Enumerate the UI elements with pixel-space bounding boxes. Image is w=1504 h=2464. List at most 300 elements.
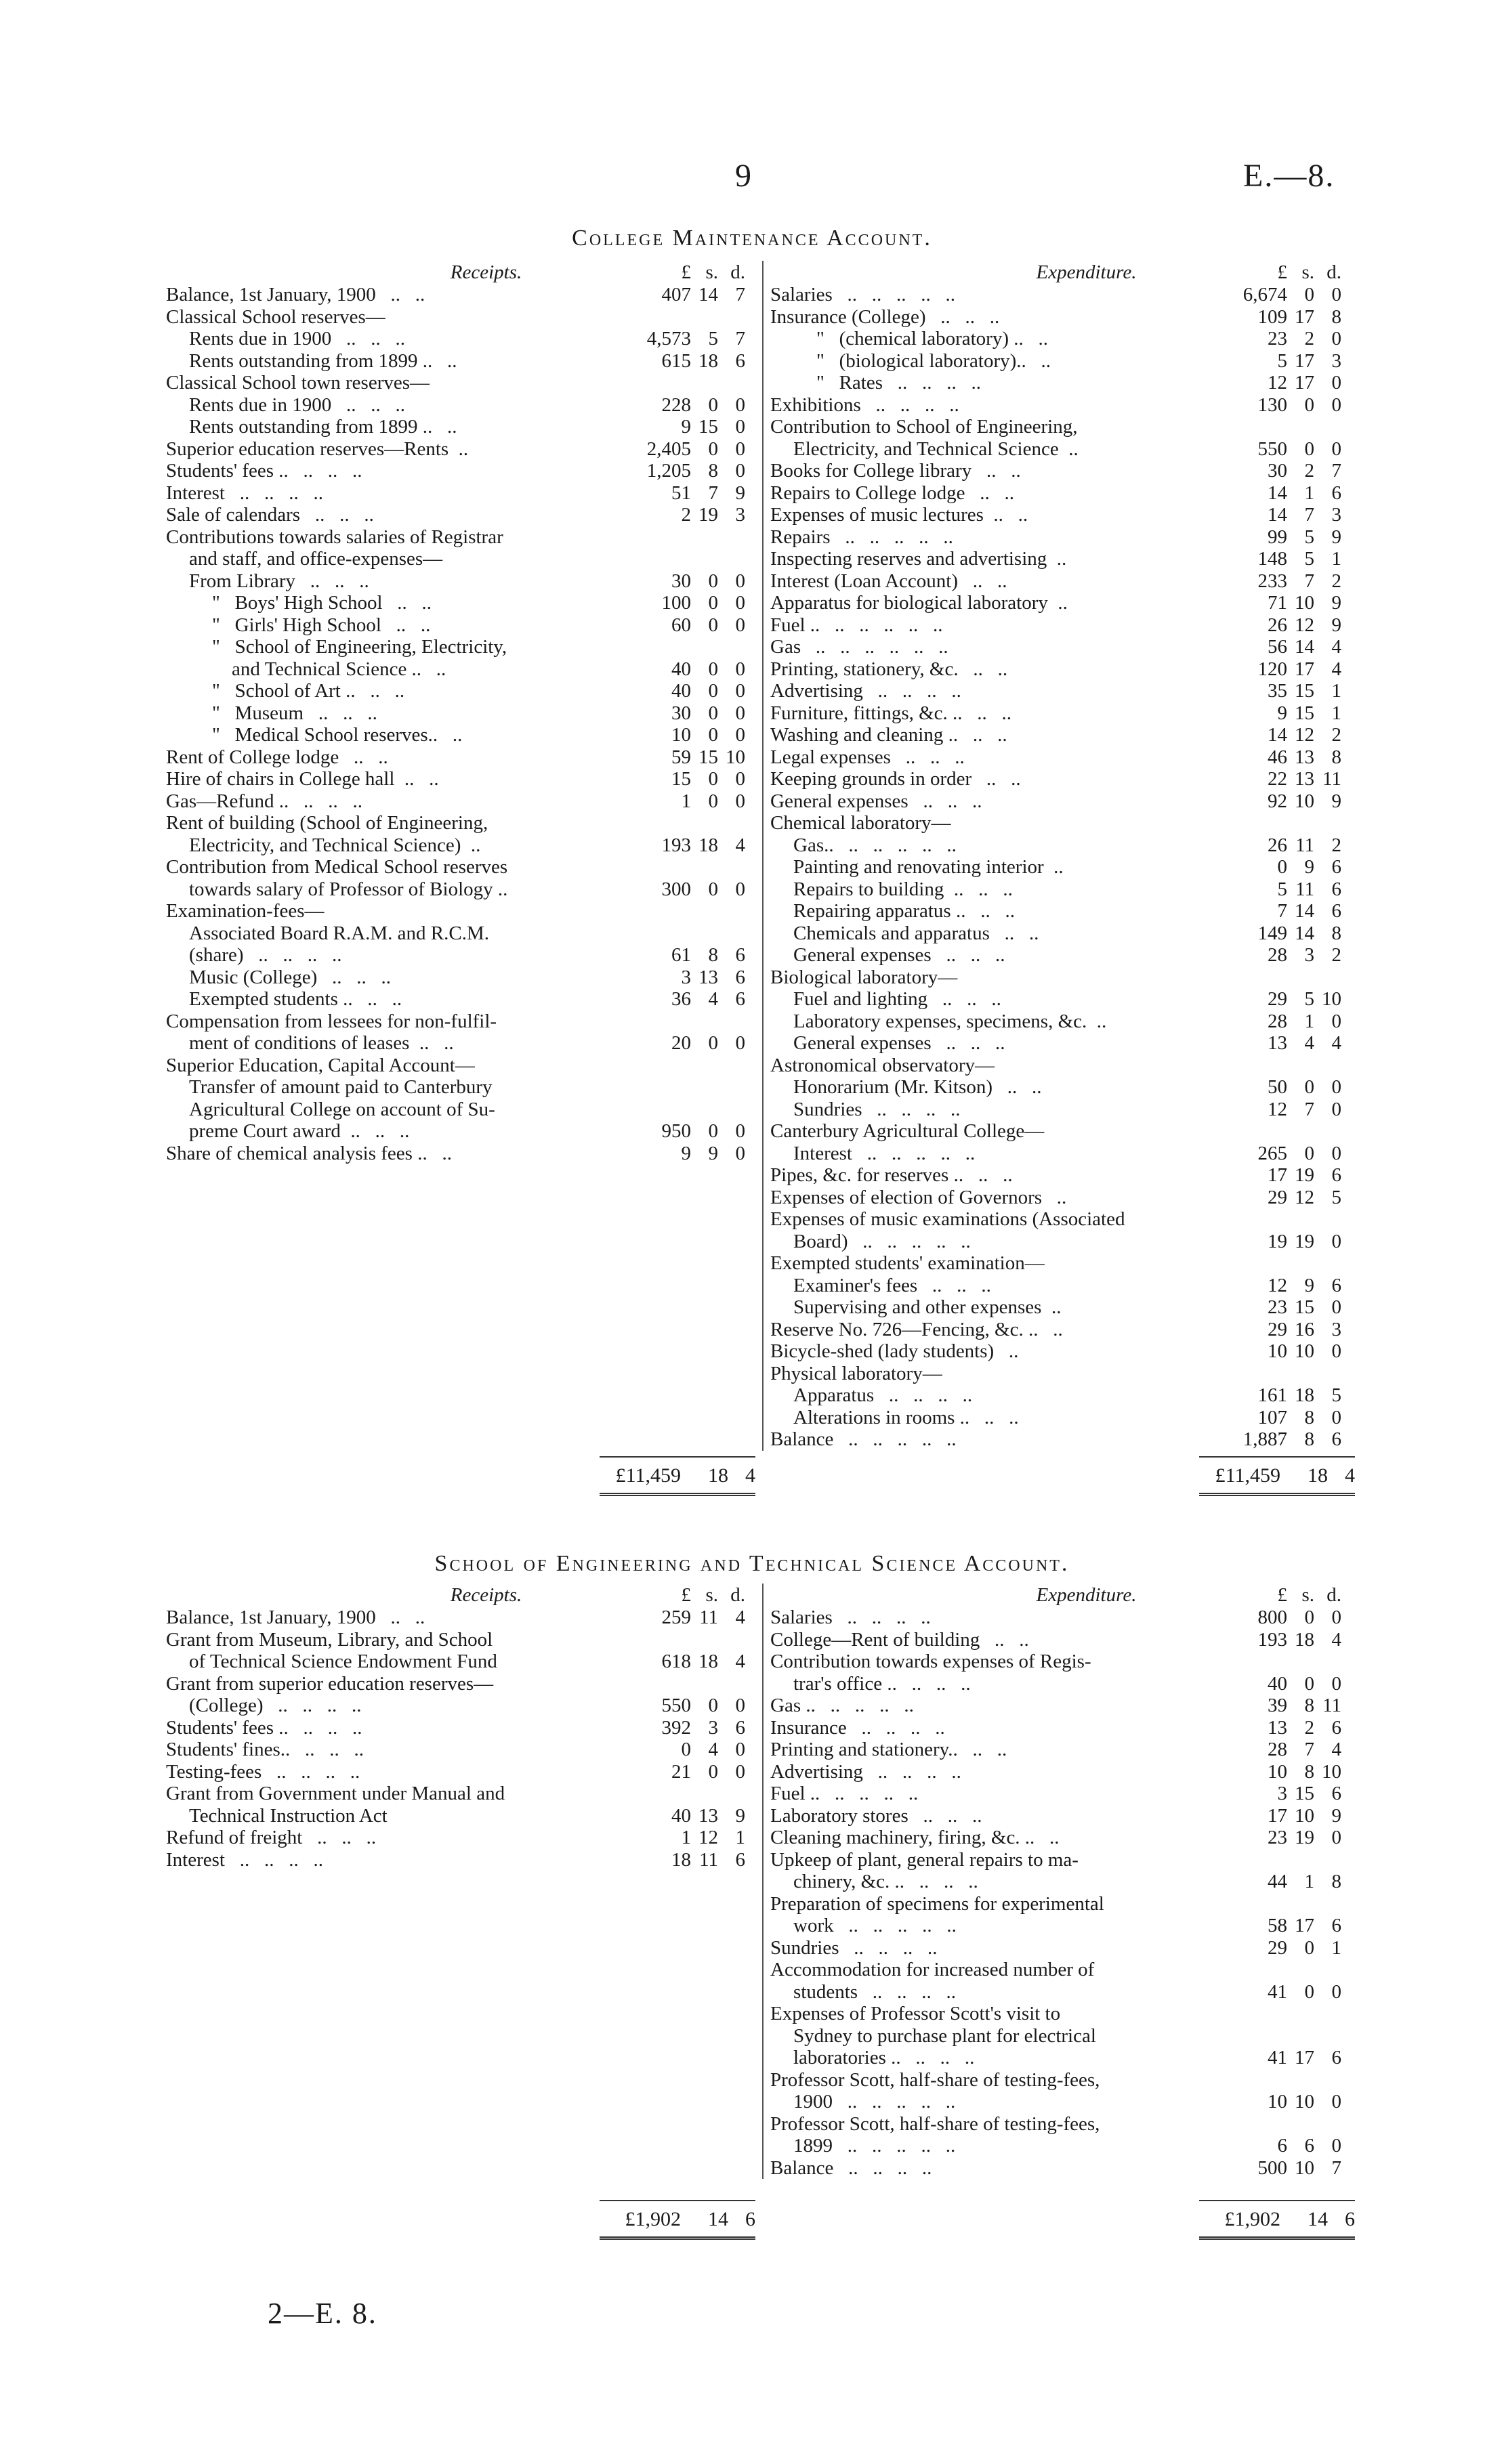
amount-shillings: 0 [708, 680, 718, 702]
amount-pounds: 149 [1257, 922, 1287, 944]
amount-pounds: 28 [1268, 1739, 1287, 1760]
amount-pounds [637, 856, 691, 878]
ledger-row [770, 1783, 1341, 1805]
ledger-row [770, 460, 1341, 482]
ledger-row [166, 967, 745, 989]
row-label: Expenses of music examinations (Associated [770, 1208, 1125, 1230]
amount-pounds: 92 [1268, 790, 1287, 812]
row-label: Salaries .. .. .. .. .. [770, 284, 956, 305]
ledger-row [166, 1739, 745, 1761]
amount-pence: 0 [1331, 284, 1341, 305]
amount-shillings: 18 [698, 1651, 718, 1672]
amount-shillings: 13 [1295, 746, 1314, 768]
row-label: Preparation of specimens for experimental [770, 1892, 1104, 1915]
amount-shillings: 11 [1295, 834, 1314, 856]
amount-pounds: 300 [661, 878, 691, 900]
amount-pence: 6 [1331, 1783, 1341, 1804]
amount-shillings: 13 [698, 1804, 718, 1827]
expenditure-rows [770, 1607, 1341, 2179]
ledger-row [166, 306, 745, 328]
row-label: College—Rent of building .. .. [770, 1628, 1029, 1651]
row-label: Printing, stationery, &c. .. .. [770, 658, 1008, 680]
row-label: (share) .. .. .. .. [189, 944, 342, 966]
amount-pence: 0 [1331, 1340, 1341, 1362]
ledger-row [770, 878, 1341, 901]
ledger-row [166, 988, 745, 1011]
ledger-row [770, 1959, 1341, 1981]
amount-shillings: 9 [708, 1142, 718, 1164]
amount-pounds: 14 [1268, 482, 1287, 504]
amount-shillings: 8 [708, 460, 718, 482]
amount-pence [1314, 416, 1341, 438]
ledger-row [166, 460, 745, 482]
amount-pence [1314, 2025, 1341, 2047]
row-label: Gas .. .. .. .. .. .. [770, 636, 948, 658]
amount-shillings: 10 [1295, 1804, 1314, 1827]
amount-pence [1314, 1959, 1341, 1981]
amount-pence: 4 [735, 1607, 745, 1628]
amount-shillings: 13 [698, 966, 718, 988]
amount-shillings: 0 [708, 438, 718, 460]
amount-pounds: 41 [1268, 1980, 1287, 2003]
row-label: Refund of freight .. .. .. [166, 1827, 377, 1848]
ledger-row [770, 1187, 1341, 1209]
amount-pence: 6 [1331, 482, 1341, 504]
amount-pence: 7 [1331, 2157, 1341, 2179]
col-pounds: £ [681, 261, 691, 283]
engineering-title: School of Engineering and Technical Science Account. [434, 1551, 1070, 1576]
amount-pence: 6 [1331, 1428, 1341, 1450]
amount-shillings: 1 [1304, 482, 1314, 504]
ledger-row [166, 1673, 745, 1695]
amount-pounds [1233, 1849, 1287, 1871]
ledger-row [166, 394, 745, 417]
amount-pounds: 2,405 [646, 438, 691, 460]
row-label: Grant from Museum, Library, and School [166, 1628, 493, 1651]
amount-shillings: 2 [1304, 460, 1314, 482]
amount-shillings: 12 [1295, 1186, 1314, 1208]
row-label: Fuel .. .. .. .. .. .. [770, 614, 943, 636]
ledger-row [770, 900, 1341, 922]
amount-pounds: 26 [1268, 834, 1287, 856]
row-label: Cleaning machinery, firing, &c. .. .. [770, 1827, 1060, 1848]
amount-pence: 9 [1331, 790, 1341, 812]
amount-pounds [1233, 2025, 1287, 2047]
amount-shillings [691, 372, 718, 394]
row-label: Students' fines.. .. .. .. [166, 1739, 364, 1760]
amount-pounds: 618 [661, 1651, 691, 1672]
amount-pounds: 233 [1257, 570, 1287, 592]
amount-pence [1314, 2113, 1341, 2136]
amount-shillings: 0 [1304, 1936, 1314, 1959]
amount-shillings: 3 [708, 1716, 718, 1739]
amount-shillings [691, 526, 718, 549]
ledger-row [770, 1143, 1341, 1165]
ledger-row [166, 284, 745, 306]
amount-pence [1314, 967, 1341, 989]
amount-shillings [1287, 1252, 1314, 1275]
amount-shillings: 15 [1295, 680, 1314, 702]
ledger-row [770, 394, 1341, 417]
amount-pence: 8 [1331, 1871, 1341, 1892]
row-label: Biological laboratory— [770, 966, 958, 988]
row-label: Exempted students .. .. .. [189, 988, 402, 1010]
row-label: Fuel and lighting .. .. .. [793, 988, 1001, 1010]
ledger-row [166, 1695, 745, 1717]
amount-pence: 0 [735, 702, 745, 724]
row-label: (College) .. .. .. .. [189, 1695, 362, 1716]
amount-pounds: 15 [671, 768, 691, 790]
receipts-header [166, 1584, 745, 1607]
amount-pounds: 39 [1268, 1695, 1287, 1716]
amount-shillings: 18 [1295, 1628, 1314, 1651]
ledger-row [166, 1783, 745, 1805]
row-label: Salaries .. .. .. .. [770, 1607, 931, 1628]
row-label: Sundries .. .. .. .. [793, 1098, 961, 1120]
amount-pence: 5 [1331, 1384, 1341, 1406]
amount-pounds: 100 [661, 592, 691, 614]
amount-pence: 4 [1331, 636, 1341, 658]
amount-shillings [691, 922, 718, 945]
amount-shillings [1287, 1120, 1314, 1143]
amount-shillings: 8 [1304, 1428, 1314, 1450]
total-pence: 4 [1345, 1464, 1355, 1487]
row-label: Grant from superior education reserves— [166, 1672, 494, 1695]
ledger-row [166, 1076, 745, 1099]
amount-pounds [1233, 2003, 1287, 2025]
ledger-row [166, 1099, 745, 1121]
ledger-row [166, 1717, 745, 1739]
amount-pence: 8 [1331, 746, 1341, 768]
amount-shillings: 0 [708, 768, 718, 790]
engineering-expenditure [762, 1584, 1341, 2179]
amount-shillings [691, 306, 718, 328]
row-label: Interest (Loan Account) .. .. [770, 570, 1007, 592]
ledger-row [770, 570, 1341, 593]
row-label: Accommodation for increased number of [770, 1959, 1095, 1980]
ledger-row [166, 548, 745, 570]
row-label: ment of conditions of leases .. .. [189, 1032, 454, 1054]
expenditure-header [770, 261, 1341, 284]
col-pence: d. [1327, 1584, 1341, 1606]
ledger-row [770, 482, 1341, 505]
amount-pounds: 10 [1268, 2091, 1287, 2112]
ledger-row [770, 1296, 1341, 1319]
ledger-row [166, 592, 745, 614]
amount-shillings: 18 [1295, 1384, 1314, 1406]
amount-shillings [691, 1011, 718, 1033]
amount-shillings [691, 1673, 718, 1695]
amount-pence: 0 [735, 1120, 745, 1142]
ledger-row [166, 1055, 745, 1077]
amount-pounds: 7 [1277, 900, 1287, 922]
amount-pounds [1233, 967, 1287, 989]
amount-shillings [1287, 416, 1314, 438]
ledger-row [166, 614, 745, 637]
ledger-row [770, 746, 1341, 769]
row-label: General expenses .. .. .. [793, 944, 1005, 966]
row-label: Laboratory stores .. .. .. [770, 1804, 982, 1827]
amount-pounds: 550 [1257, 438, 1287, 460]
ledger-row [770, 1055, 1341, 1077]
amount-shillings [1287, 2113, 1314, 2136]
ledger-row [770, 812, 1341, 834]
row-label: Washing and cleaning .. .. .. [770, 724, 1007, 746]
amount-pence: 0 [735, 614, 745, 636]
amount-pence [1314, 2003, 1341, 2025]
amount-pounds: 9 [681, 1142, 691, 1164]
amount-pence: 1 [1331, 548, 1341, 570]
row-label: Examiner's fees .. .. .. [793, 1274, 991, 1296]
document-code: E.—8. [1243, 158, 1335, 194]
ledger-row [770, 1231, 1341, 1253]
row-label: Electricity, and Technical Science .. [793, 438, 1079, 460]
amount-pence [718, 1629, 745, 1651]
amount-pence: 8 [1331, 922, 1341, 944]
ledger-row [166, 812, 745, 834]
amount-pence: 4 [1331, 1628, 1341, 1651]
row-label: Rent of building (School of Engineering, [166, 812, 488, 834]
amount-pence: 6 [735, 1716, 745, 1739]
amount-shillings: 13 [1295, 768, 1314, 790]
amount-pence: 0 [1331, 1010, 1341, 1032]
col-pounds: £ [681, 1584, 691, 1606]
row-label: Upkeep of plant, general repairs to ma- [770, 1848, 1079, 1871]
amount-pounds: 392 [661, 1716, 691, 1739]
amount-shillings: 7 [1304, 1739, 1314, 1760]
row-label: Classical School reserves— [166, 305, 385, 328]
row-label: Exempted students' examination— [770, 1252, 1045, 1274]
amount-pence: 6 [1331, 1716, 1341, 1739]
row-label: Technical Instruction Act [189, 1804, 388, 1827]
ledger-row [166, 702, 745, 725]
amount-pence: 9 [735, 482, 745, 504]
col-pounds: £ [1277, 261, 1287, 283]
amount-pounds [637, 306, 691, 328]
row-label: Testing-fees .. .. .. .. [166, 1760, 360, 1783]
ledger-row [770, 1099, 1341, 1121]
amount-shillings: 10 [1295, 592, 1314, 614]
amount-pounds: 29 [1268, 988, 1287, 1010]
amount-pounds [637, 1783, 691, 1805]
amount-pounds: 800 [1257, 1607, 1287, 1628]
row-label: Rents due in 1900 .. .. .. [189, 394, 405, 416]
amount-shillings: 0 [708, 1032, 718, 1054]
maintenance-receipts [166, 261, 745, 1164]
amount-shillings: 2 [1304, 328, 1314, 349]
col-shillings: s. [705, 1584, 718, 1606]
ledger-row [770, 1032, 1341, 1055]
row-label: Grant from Government under Manual and [166, 1783, 505, 1804]
ledger-row [770, 1827, 1341, 1849]
amount-shillings: 7 [1304, 1098, 1314, 1120]
amount-pounds: 30 [1268, 460, 1287, 482]
ledger-row [770, 1076, 1341, 1099]
amount-pounds: 407 [661, 284, 691, 305]
amount-pence: 0 [735, 1032, 745, 1054]
row-label: Advertising .. .. .. .. [770, 1760, 961, 1783]
row-label: Rent of College lodge .. .. [166, 746, 388, 768]
amount-pounds: 41 [1268, 2047, 1287, 2068]
page-number: 9 [735, 158, 751, 194]
maintenance-expenditure-total [1199, 1456, 1355, 1496]
row-label: Balance, 1st January, 1900 .. .. [166, 1607, 425, 1628]
amount-pence: 6 [1331, 856, 1341, 878]
amount-pence: 0 [735, 416, 745, 438]
amount-pounds: 61 [671, 944, 691, 966]
amount-pence: 0 [735, 768, 745, 790]
amount-pounds: 40 [671, 1804, 691, 1827]
amount-pounds: 28 [1268, 1010, 1287, 1032]
amount-shillings: 0 [1304, 1672, 1314, 1695]
ledger-row [166, 1629, 745, 1651]
row-label: Hire of chairs in College hall .. .. [166, 768, 439, 790]
amount-shillings: 0 [1304, 284, 1314, 305]
receipts-heading: Receipts. [450, 1584, 522, 1606]
amount-pence: 6 [735, 1848, 745, 1871]
ledger-row [166, 504, 745, 526]
amount-pence: 6 [1331, 878, 1341, 900]
amount-pence [718, 1076, 745, 1099]
amount-pence: 0 [735, 658, 745, 680]
ledger-row [166, 1011, 745, 1033]
amount-pence: 4 [1331, 1739, 1341, 1760]
total-shillings: 18 [708, 1464, 728, 1487]
row-label: Alterations in rooms .. .. .. [793, 1406, 1019, 1428]
row-label: work .. .. .. .. .. [793, 1915, 957, 1936]
amount-pounds: 193 [661, 834, 691, 856]
ledger-row [166, 526, 745, 549]
row-label: Reserve No. 726—Fencing, &c. .. .. [770, 1318, 1063, 1340]
receipts-heading: Receipts. [450, 261, 522, 283]
amount-pence: 9 [1331, 1804, 1341, 1827]
amount-shillings: 7 [1304, 504, 1314, 526]
row-label: Board) .. .. .. .. .. [793, 1230, 971, 1252]
amount-pence: 0 [1331, 438, 1341, 460]
amount-pence [718, 1673, 745, 1695]
amount-shillings: 17 [1295, 349, 1314, 372]
amount-pounds: 13 [1268, 1032, 1287, 1054]
total-shillings: 14 [708, 2208, 728, 2230]
ledger-row [166, 922, 745, 945]
amount-pounds [1233, 1120, 1287, 1143]
amount-shillings: 0 [708, 878, 718, 900]
amount-pounds: 259 [661, 1607, 691, 1628]
amount-pence: 4 [1331, 1032, 1341, 1054]
amount-pence: 0 [1331, 1607, 1341, 1628]
ledger-row [770, 1275, 1341, 1297]
amount-shillings: 8 [708, 944, 718, 966]
amount-pence: 11 [1322, 1695, 1341, 1716]
ledger-row [770, 328, 1341, 350]
amount-pounds [637, 1629, 691, 1651]
row-label: Legal expenses .. .. .. [770, 746, 965, 768]
amount-pounds: 21 [671, 1760, 691, 1783]
amount-pence: 9 [1331, 614, 1341, 636]
engineering-receipts [166, 1584, 745, 1871]
row-label: " Girls' High School .. .. [212, 614, 431, 636]
row-label: and staff, and office-expenses— [189, 548, 443, 570]
ledger-row [770, 306, 1341, 328]
amount-pence [718, 1783, 745, 1805]
row-label: Repairs .. .. .. .. .. [770, 526, 953, 548]
amount-pounds: 22 [1268, 768, 1287, 790]
row-label: Transfer of amount paid to Canterbury [189, 1076, 493, 1098]
amount-shillings: 0 [708, 1760, 718, 1783]
ledger-row [770, 1937, 1341, 1959]
amount-pence: 0 [735, 570, 745, 592]
amount-shillings: 6 [1304, 2135, 1314, 2157]
row-label: Share of chemical analysis fees .. .. [166, 1142, 452, 1164]
amount-pence [718, 856, 745, 878]
amount-pounds [1233, 1651, 1287, 1673]
ledger-row [770, 790, 1341, 813]
amount-pounds: 30 [671, 570, 691, 592]
amount-pence: 0 [1331, 394, 1341, 416]
amount-pounds: 109 [1257, 305, 1287, 328]
row-label: Expenses of music lectures .. .. [770, 504, 1028, 526]
amount-pence: 3 [1331, 1318, 1341, 1340]
amount-pence: 2 [1331, 944, 1341, 966]
amount-pounds: 12 [1268, 1098, 1287, 1120]
row-label: " (chemical laboratory) .. .. [816, 328, 1048, 349]
row-label: Rents outstanding from 1899 .. .. [189, 349, 457, 372]
amount-shillings [691, 900, 718, 922]
amount-shillings: 15 [1295, 702, 1314, 724]
amount-shillings: 12 [1295, 614, 1314, 636]
ledger-row [166, 1032, 745, 1055]
amount-shillings: 0 [1304, 394, 1314, 416]
ledger-row [770, 1981, 1341, 2003]
row-label: Advertising .. .. .. .. [770, 680, 961, 702]
ledger-row [166, 350, 745, 373]
amount-pence: 6 [1331, 900, 1341, 922]
row-label: Expenses of election of Governors .. [770, 1186, 1067, 1208]
amount-pounds [637, 548, 691, 570]
ledger-row [770, 1319, 1341, 1341]
ledger-row [166, 636, 745, 658]
row-label: " Museum .. .. .. [212, 702, 377, 724]
ledger-row [770, 1915, 1341, 1937]
amount-shillings: 17 [1295, 305, 1314, 328]
amount-pence: 0 [735, 680, 745, 702]
row-label: Exhibitions .. .. .. .. [770, 394, 959, 416]
amount-pence [718, 636, 745, 658]
amount-shillings: 15 [1295, 1783, 1314, 1804]
amount-shillings [1287, 1849, 1314, 1871]
ledger-row [770, 1893, 1341, 1915]
row-label: 1899 .. .. .. .. .. [793, 2135, 956, 2157]
total-pounds: £11,459 [615, 1464, 681, 1487]
ledger-row [166, 1805, 745, 1827]
amount-pence: 10 [1322, 1760, 1341, 1783]
row-label: Insurance (College) .. .. .. [770, 305, 1000, 328]
row-label: Chemical laboratory— [770, 812, 951, 834]
row-label: Physical laboratory— [770, 1362, 942, 1384]
row-label: Interest .. .. .. .. [166, 1848, 323, 1871]
row-label: Rents due in 1900 .. .. .. [189, 328, 405, 349]
amount-pence: 6 [1331, 1915, 1341, 1936]
amount-pounds [1233, 1208, 1287, 1231]
ledger-row [166, 1849, 745, 1871]
amount-pounds: 26 [1268, 614, 1287, 636]
ledger-row [166, 878, 745, 901]
amount-pounds: 12 [1268, 1274, 1287, 1296]
ledger-row [770, 1011, 1341, 1033]
ledger-row [770, 1428, 1341, 1451]
row-label: Classical School town reserves— [166, 372, 430, 394]
amount-shillings: 5 [1304, 988, 1314, 1010]
